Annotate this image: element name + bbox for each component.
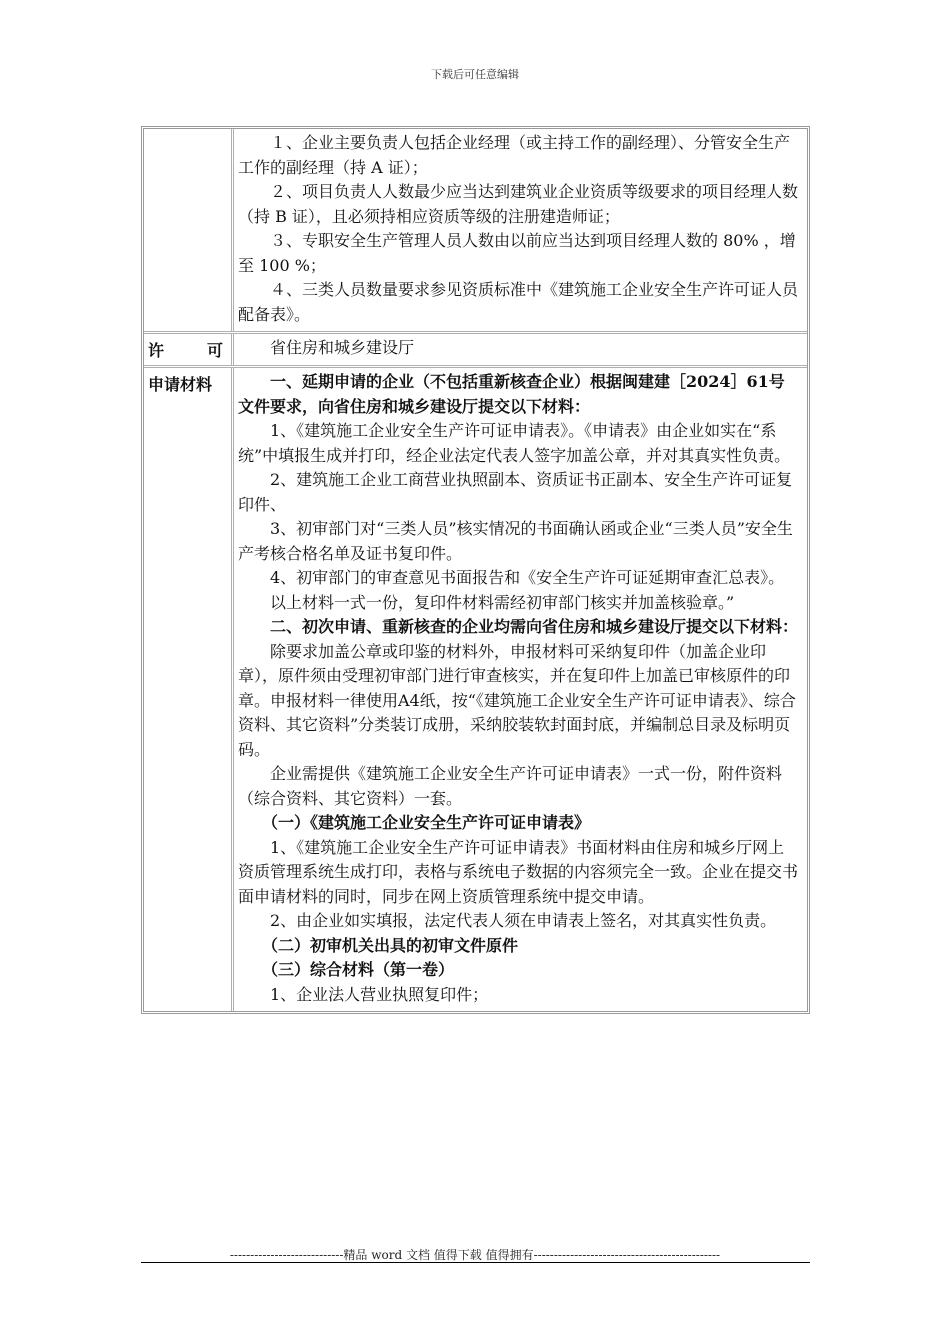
paragraph: １、企业主要负责人包括企业经理（或主持工作的副经理）、分管安全生产工作的副经理（持 A 证）； (238, 133, 791, 177)
paragraph: 3、初审部门对“三类人员”核实情况的书面确认函或企业“三类人员”安全生产考核合格名单及证书复印件。 (238, 519, 793, 563)
header-note: 下载后可任意编辑 (431, 68, 519, 81)
paragraph: 2、建筑施工企业工商营业执照副本、资质证书正副本、安全生产许可证复印件、 (238, 470, 793, 514)
requirements-table (141, 126, 810, 1014)
paragraph: （二）初审机关出具的初审文件原件 (238, 935, 519, 955)
row-label-empty (144, 129, 234, 331)
table-row (144, 365, 807, 1011)
personnel-requirements-cell (234, 129, 807, 331)
paragraph: 4、初审部门的审查意见书面报告和《安全生产许可证延期审查汇总表》。 (238, 568, 785, 587)
footer-divider (141, 1262, 810, 1263)
paragraph: 1、《建筑施工企业安全生产许可证申请表》。《申请表》由企业如实在“系统”中填报生成并打印，经企业法定代表人签字加盖公章，并对其真实性负责。 (238, 421, 791, 465)
permit-authority: 省住房和城乡建设厅 (238, 338, 415, 357)
row-label-materials: 申请材料 (144, 368, 234, 1011)
paragraph: （一）《建筑施工企业安全生产许可证申请表》 (238, 813, 591, 832)
paragraph: ３、专职安全生产管理人员人数由以前应当达到项目经理人数的 80% ，增至 100 %； (238, 231, 796, 275)
paragraph: 一、延期申请的企业（不包括重新核查企业）根据闽建建［2024］61号文件要求，向省住房和城乡建设厅提交以下材料： (238, 372, 785, 416)
paragraph: （三）综合材料（第一卷） (238, 960, 455, 979)
paragraph: 1、《建筑施工企业安全生产许可证申请表》书面材料由住房和城乡厅网上资质管理系统生成打印，表格与系统电子数据的内容须完全一致。企业在提交书面申请材料的同时，同步在网上资质管理系统中提交申请。 (238, 837, 799, 906)
paragraph: 除要求加盖公章或印鉴的材料外，申报材料可采纳复印件（加盖企业印章），原件须由受理初审部门进行审查核实，并在复印件上加盖已审核原件的印章。申报材料一律使用A4纸，按“《建筑施工企业安全生产许可证申请表》、综合资料、其它资料”分类装订成册，采纳胶装软封面封底，并编制总目录及标明页码。 (238, 641, 796, 759)
paragraph: 二、初次申请、重新核查的企业均需向省住房和城乡建设厅提交以下材料： (238, 617, 799, 636)
table-row (144, 129, 807, 331)
footer-note: ----------------------------精品 word 文档 值得下载 值得拥有---------------------------------------------- (229, 1248, 721, 1262)
paragraph: 1、企业法人营业执照复印件； (238, 984, 489, 1004)
paragraph: 企业需提供《建筑施工企业安全生产许可证申请表》一式一份，附件资料（综合资料、其它资料）一套。 (238, 764, 783, 808)
label-char: 许 (148, 341, 165, 360)
paragraph: ２、项目负责人人数最少应当达到建筑业企业资质等级要求的项目经理人数（持 B 证），且必须持相应资质等级的注册建造师证； (238, 182, 799, 226)
row-label-permit (144, 334, 234, 365)
permit-authority-cell (234, 334, 807, 365)
table-row (144, 331, 807, 365)
application-materials-cell (234, 368, 807, 1011)
paragraph: 2、由企业如实填报，法定代表人须在申请表上签名，对其真实性负责。 (238, 911, 777, 930)
label-char: 可 (206, 341, 223, 360)
paragraph: ４、三类人员数量要求参见资质标准中《建筑施工企业安全生产许可证人员配备表》。 (238, 280, 799, 324)
paragraph: 以上材料一式一份，复印件材料需经初审部门核实并加盖核验章。” (238, 592, 735, 612)
